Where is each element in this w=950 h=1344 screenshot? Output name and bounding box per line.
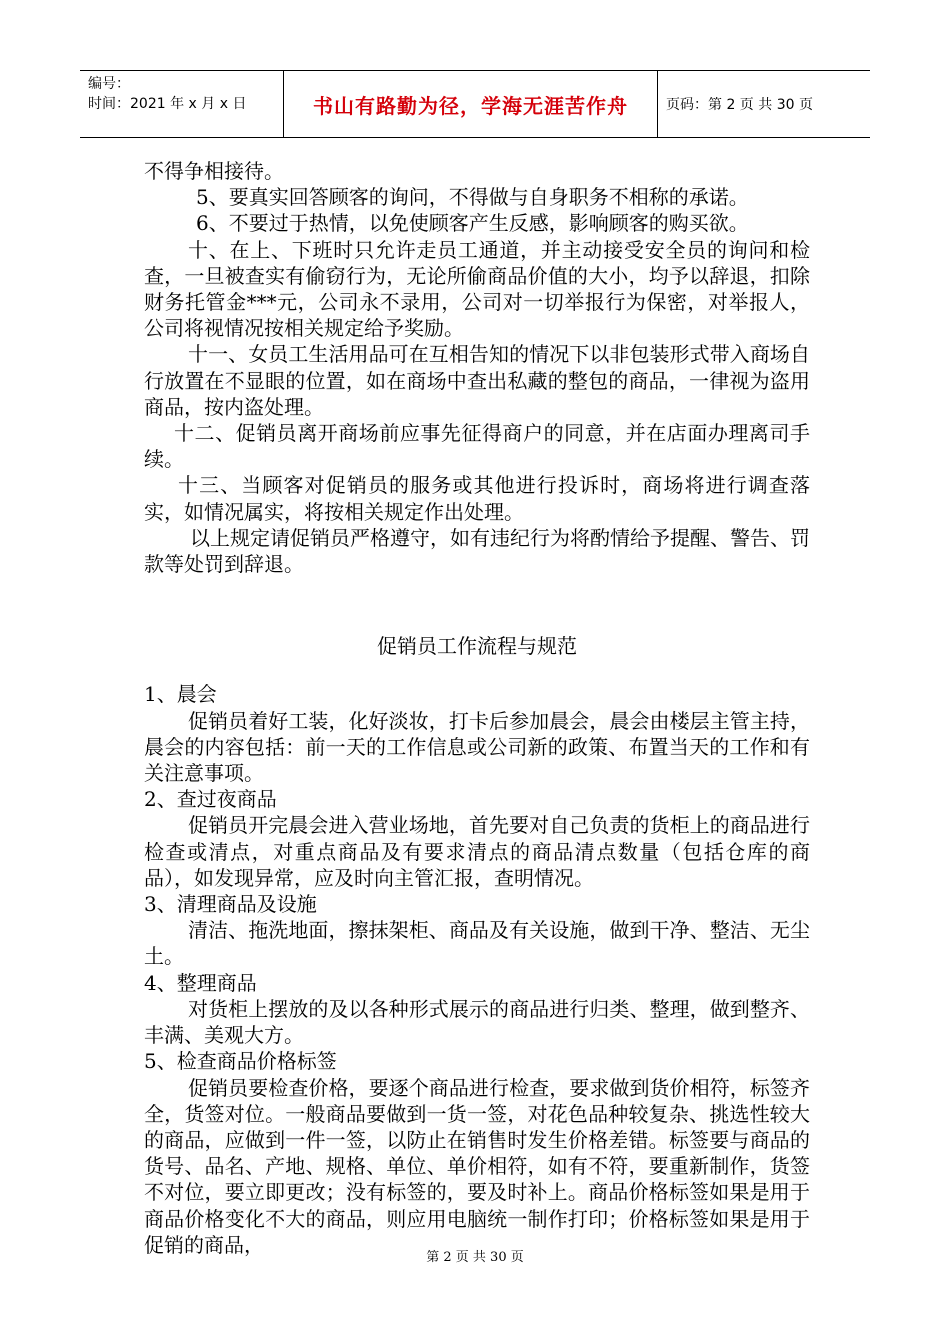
section-text: 清洁、拖洗地面，擦抹架柜、商品及有关设施，做到干净、整洁、无尘土。 (144, 918, 810, 969)
section-heading: 4、整理商品 (144, 970, 257, 995)
section-title: 促销员工作流程与规范 (377, 634, 577, 659)
paragraph: 十三、当顾客对促销员的服务或其他进行投诉时，商场将进行调查落实，如情况属实，将按相关规定作出处理。 (144, 473, 810, 524)
paragraph: 十一、女员工生活用品可在互相告知的情况下以非包装形式带入商场自行放置在不显眼的位置，如在商场中查出私藏的整包的商品，一律视为盗用商品，按内盗处理。 (144, 342, 810, 419)
section-heading: 2、查过夜商品 (144, 787, 277, 812)
paragraph: 5、要真实回答顾客的询问，不得做与自身职务不相称的承诺。 (196, 185, 749, 210)
paragraph: 以上规定请促销员严格遵守，如有违纪行为将酌情给予提醒、警告、罚款等处罚到辞退。 (144, 525, 810, 577)
document-body (144, 158, 810, 1258)
page-header (80, 70, 870, 138)
section-text: 促销员要检查价格，要逐个商品进行检查，要求做到货价相符，标签齐全，货签对位。一般商品要做到一货一签，对花色品种较复杂、挑选性较大的商品，应做到一件一签，以防止在销售时发生价格差错。标签要与商品的货号、品名、产地、规格、单位、单价相符，如有不符，要重新制作，货签不对位，要立即更改；没有标签的，要及时补上。商品价格标签如果是用于商品价格变化不大的商品，则应用电脑统一制作打印；价格标签如果是用于促销的商品， (144, 1075, 810, 1257)
paragraph: 十、在上、下班时只允许走员工通道，并主动接受安全员的询问和检查，一旦被查实有偷窃行为，无论所偷商品价值的大小，均予以辞退，扣除财务托管金***元，公司永不录用，公司对一切举报行为保密，对举报人，公司将视情况按相关规定给予奖励。 (144, 237, 810, 341)
page-footer: 第 2 页 共 30 页 (426, 1250, 524, 1265)
paragraph: 不得争相接待。 (144, 159, 284, 183)
section-heading: 5、检查商品价格标签 (144, 1049, 337, 1074)
header-motto: 书山有路勤为径，学海无涯苦作舟 (284, 71, 658, 137)
header-page-info: 页码：第 2 页 共 30 页 (666, 97, 813, 113)
section-heading: 1、晨会 (144, 682, 217, 707)
document-date-label: 时间：2021 年 x 月 x 日 (88, 96, 247, 112)
paragraph: 十二、促销员离开商场前应事先征得商户的同意，并在店面办理离司手续。 (144, 421, 810, 472)
header-meta (80, 71, 284, 137)
section-heading: 3、清理商品及设施 (144, 892, 317, 917)
section-text: 促销员着好工装，化好淡妆，打卡后参加晨会，晨会由楼层主管主持，晨会的内容包括：前一天的工作信息或公司新的政策、布置当天的工作和有关注意事项。 (144, 708, 810, 786)
section-text: 对货柜上摆放的及以各种形式展示的商品进行归类、整理，做到整齐、丰满、美观大方。 (144, 996, 810, 1048)
paragraph: 6、不要过于热情，以免使顾客产生反感，影响顾客的购买欲。 (196, 211, 749, 236)
section-text: 促销员开完晨会进入营业场地，首先要对自己负责的货柜上的商品进行检查或清点，对重点商品及有要求清点的商品清点数量（包括仓库的商品），如发现异常，应及时向主管汇报，查明情况。 (144, 813, 810, 890)
document-code-label: 编号： (88, 76, 130, 92)
